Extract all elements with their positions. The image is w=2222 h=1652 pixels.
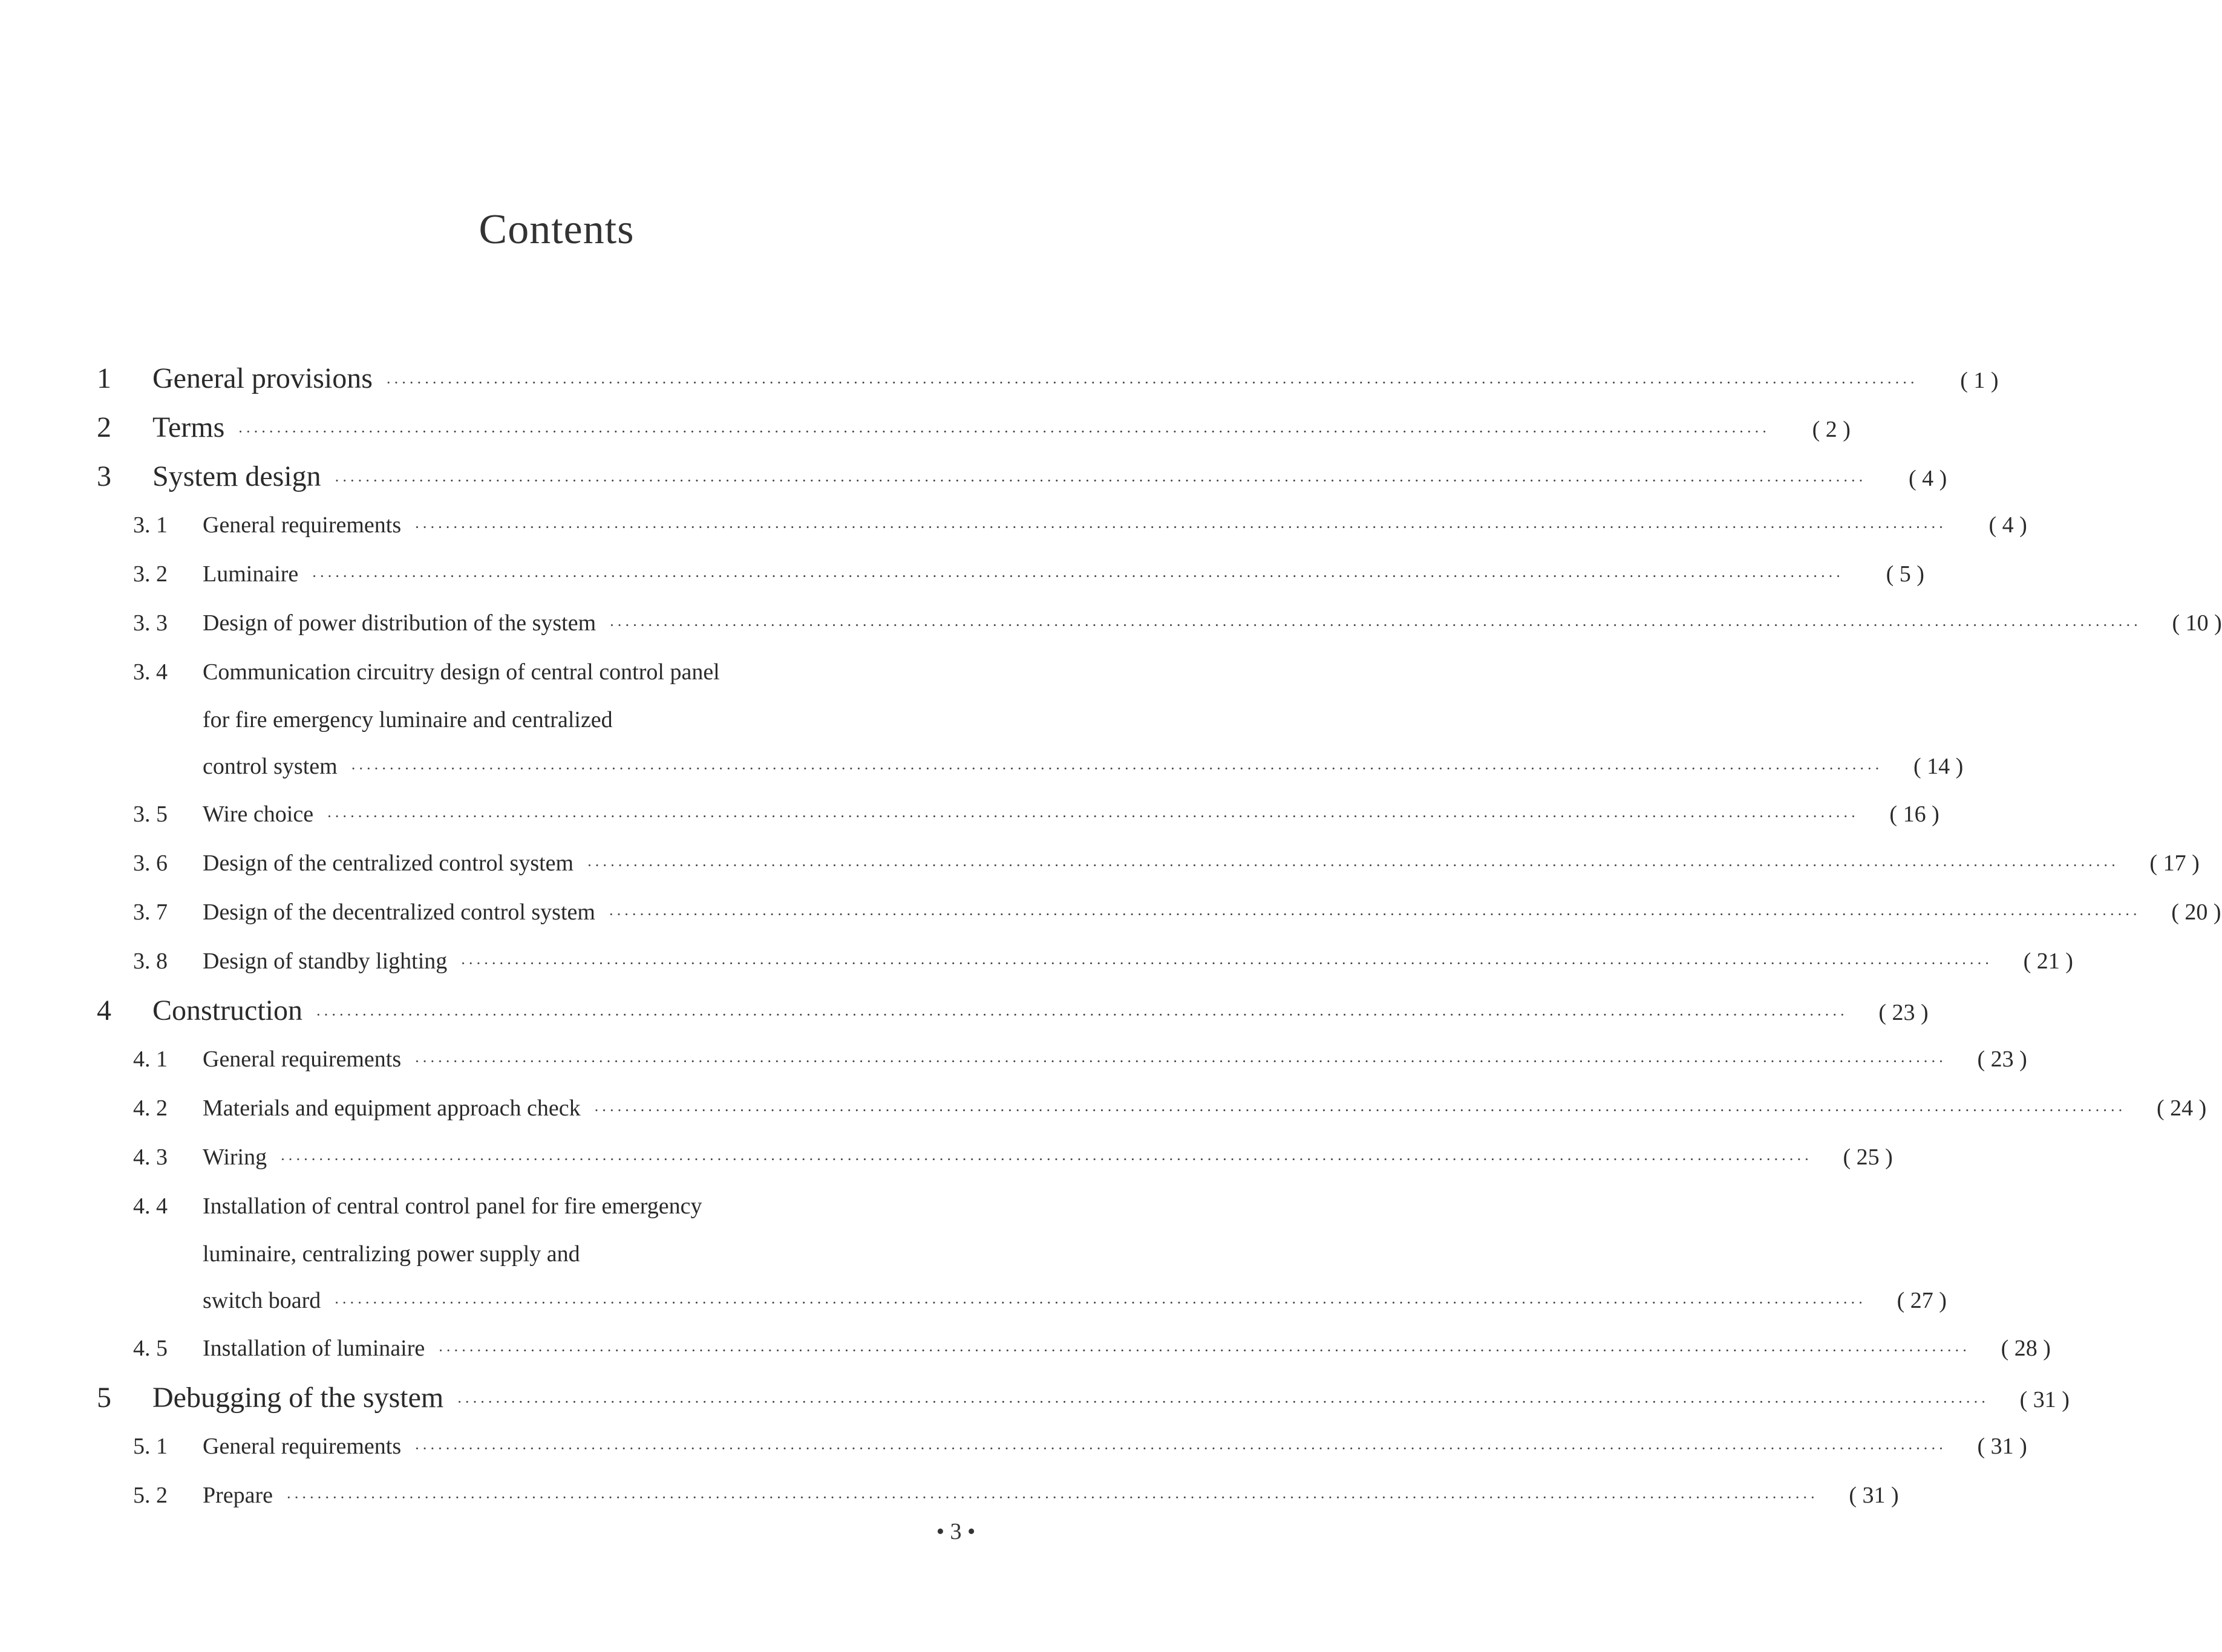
toc-section-entry bbox=[97, 1084, 2207, 1133]
entry-title: switch board bbox=[203, 1288, 321, 1313]
entry-page-number: ( 20 ) bbox=[2171, 899, 2221, 925]
page-number: • 3 • bbox=[936, 1519, 976, 1544]
toc-chapter-entry bbox=[97, 986, 1929, 1035]
entry-page-number: ( 5 ) bbox=[1886, 561, 1924, 587]
entry-page-number: ( 21 ) bbox=[2023, 948, 2073, 974]
entry-title: Design of the decentralized control system bbox=[203, 899, 595, 925]
entry-number: 3. 4 bbox=[133, 659, 168, 685]
toc-section-entry bbox=[97, 790, 1939, 839]
dot-leader: ········································································································································································································ bbox=[414, 1053, 1946, 1070]
entry-page-number: ( 1 ) bbox=[1960, 368, 1999, 393]
toc-chapter-entry bbox=[97, 1373, 2070, 1422]
toc-section-entry bbox=[97, 697, 1010, 743]
entry-title: Luminaire bbox=[203, 561, 299, 587]
entry-page-number: ( 31 ) bbox=[1977, 1434, 2027, 1459]
dot-leader: ········································································································································································································ bbox=[608, 906, 2140, 923]
entry-number: 4 bbox=[97, 994, 111, 1027]
dot-leader: ········································································································································································································ bbox=[385, 374, 1918, 391]
entry-number: 4. 2 bbox=[133, 1095, 168, 1121]
entry-page-number: ( 27 ) bbox=[1897, 1288, 1947, 1313]
entry-title: Terms bbox=[152, 411, 225, 443]
entry-title: Debugging of the system bbox=[152, 1382, 444, 1414]
toc-section-entry bbox=[97, 648, 1010, 697]
entry-number: 4. 1 bbox=[133, 1046, 168, 1072]
dot-leader: ········································································································································································································ bbox=[312, 567, 1843, 585]
entry-number: 3 bbox=[97, 460, 111, 492]
dot-leader: ········································································································································································································ bbox=[334, 472, 1866, 489]
toc-section-entry bbox=[97, 1471, 1899, 1520]
entry-page-number: ( 31 ) bbox=[1849, 1483, 1899, 1508]
entry-title: Construction bbox=[152, 994, 302, 1027]
entry-title: Design of the centralized control system bbox=[203, 850, 574, 876]
entry-title: Wiring bbox=[203, 1144, 267, 1170]
entry-title: for fire emergency luminaire and centralized bbox=[203, 707, 613, 733]
entry-title: General provisions bbox=[152, 362, 373, 394]
entry-page-number: ( 23 ) bbox=[1977, 1046, 2027, 1072]
toc-section-entry bbox=[97, 1035, 2027, 1084]
page-title: Contents bbox=[479, 206, 635, 253]
entry-number: 3. 6 bbox=[133, 850, 168, 876]
dot-leader: ········································································································································································································ bbox=[593, 1102, 2126, 1119]
toc-section-entry bbox=[97, 599, 2222, 648]
entry-number: 5. 2 bbox=[133, 1483, 168, 1508]
entry-page-number: ( 28 ) bbox=[2001, 1336, 2051, 1361]
entry-number: 3. 7 bbox=[133, 899, 168, 925]
dot-leader: ········································································································································································································ bbox=[334, 1294, 1866, 1311]
dot-leader: ········································································································································································································ bbox=[238, 423, 1769, 440]
table-of-contents bbox=[97, 354, 2222, 1520]
dot-leader: ········································································································································································································ bbox=[280, 1151, 1812, 1168]
entry-number: 3. 1 bbox=[133, 512, 168, 538]
toc-chapter-entry bbox=[97, 354, 1999, 403]
entry-title: Installation of luminaire bbox=[203, 1336, 425, 1361]
entry-title: Design of power distribution of the system bbox=[203, 610, 596, 636]
dot-leader: ········································································································································································································ bbox=[414, 518, 1946, 536]
toc-section-entry bbox=[97, 1422, 2027, 1471]
entry-title: Communication circuitry design of central control panel bbox=[203, 659, 720, 685]
entry-title: Wire choice bbox=[203, 802, 314, 827]
entry-title: General requirements bbox=[203, 512, 402, 538]
toc-section-entry bbox=[97, 743, 1964, 790]
entry-number: 4. 5 bbox=[133, 1336, 168, 1361]
entry-page-number: ( 23 ) bbox=[1878, 1000, 1929, 1025]
dot-leader: ········································································································································································································ bbox=[457, 1393, 1988, 1411]
dot-leader: ········································································································································································································ bbox=[587, 857, 2119, 874]
entry-title: System design bbox=[152, 460, 321, 492]
entry-page-number: ( 25 ) bbox=[1843, 1144, 1893, 1170]
entry-number: 1 bbox=[97, 362, 111, 394]
entry-number: 5. 1 bbox=[133, 1434, 168, 1459]
entry-page-number: ( 14 ) bbox=[1913, 754, 1964, 779]
toc-section-entry bbox=[97, 1278, 1947, 1324]
entry-number: 3. 2 bbox=[133, 561, 168, 587]
entry-page-number: ( 24 ) bbox=[2156, 1095, 2207, 1121]
entry-page-number: ( 2 ) bbox=[1812, 417, 1851, 442]
entry-title: Materials and equipment approach check bbox=[203, 1095, 581, 1121]
entry-title: Design of standby lighting bbox=[203, 948, 448, 974]
entry-title: General requirements bbox=[203, 1046, 402, 1072]
dot-leader: ········································································································································································································ bbox=[316, 1006, 1848, 1024]
entry-title: General requirements bbox=[203, 1434, 402, 1459]
toc-section-entry bbox=[97, 888, 2221, 937]
entry-title: luminaire, centralizing power supply and bbox=[203, 1241, 580, 1267]
dot-leader: ········································································································································································································ bbox=[286, 1489, 1818, 1506]
entry-number: 3. 3 bbox=[133, 610, 168, 636]
toc-chapter-entry bbox=[97, 403, 1851, 452]
entry-page-number: ( 31 ) bbox=[2019, 1387, 2070, 1412]
dot-leader: ········································································································································································································ bbox=[460, 955, 1992, 972]
entry-page-number: ( 4 ) bbox=[1988, 512, 2027, 538]
toc-chapter-entry bbox=[97, 452, 1947, 501]
dot-leader: ········································································································································································································ bbox=[609, 616, 2141, 634]
toc-section-entry bbox=[97, 1133, 1893, 1182]
entry-number: 3. 5 bbox=[133, 802, 168, 827]
entry-page-number: ( 4 ) bbox=[1909, 466, 1947, 491]
entry-title: Installation of central control panel for fire emergency bbox=[203, 1193, 702, 1219]
dot-leader: ········································································································································································································ bbox=[350, 760, 1883, 777]
toc-section-entry bbox=[97, 501, 2027, 550]
toc-section-entry bbox=[97, 1182, 1010, 1231]
entry-title: Prepare bbox=[203, 1483, 273, 1508]
entry-page-number: ( 17 ) bbox=[2149, 850, 2200, 876]
entry-number: 5 bbox=[97, 1382, 111, 1414]
toc-section-entry bbox=[97, 1324, 2051, 1373]
dot-leader: ········································································································································································································ bbox=[438, 1342, 1970, 1359]
entry-number: 3. 8 bbox=[133, 948, 168, 974]
entry-page-number: ( 16 ) bbox=[1889, 802, 1939, 827]
entry-number: 4. 3 bbox=[133, 1144, 168, 1170]
entry-number: 2 bbox=[97, 411, 111, 443]
toc-section-entry bbox=[97, 1231, 1010, 1278]
toc-section-entry bbox=[97, 550, 1924, 599]
toc-section-entry bbox=[97, 937, 2073, 986]
entry-number: 4. 4 bbox=[133, 1193, 168, 1219]
entry-title: control system bbox=[203, 754, 338, 779]
toc-section-entry bbox=[97, 839, 2200, 888]
entry-page-number: ( 10 ) bbox=[2172, 610, 2222, 636]
dot-leader: ········································································································································································································ bbox=[327, 808, 1858, 825]
dot-leader: ········································································································································································································ bbox=[414, 1440, 1946, 1457]
